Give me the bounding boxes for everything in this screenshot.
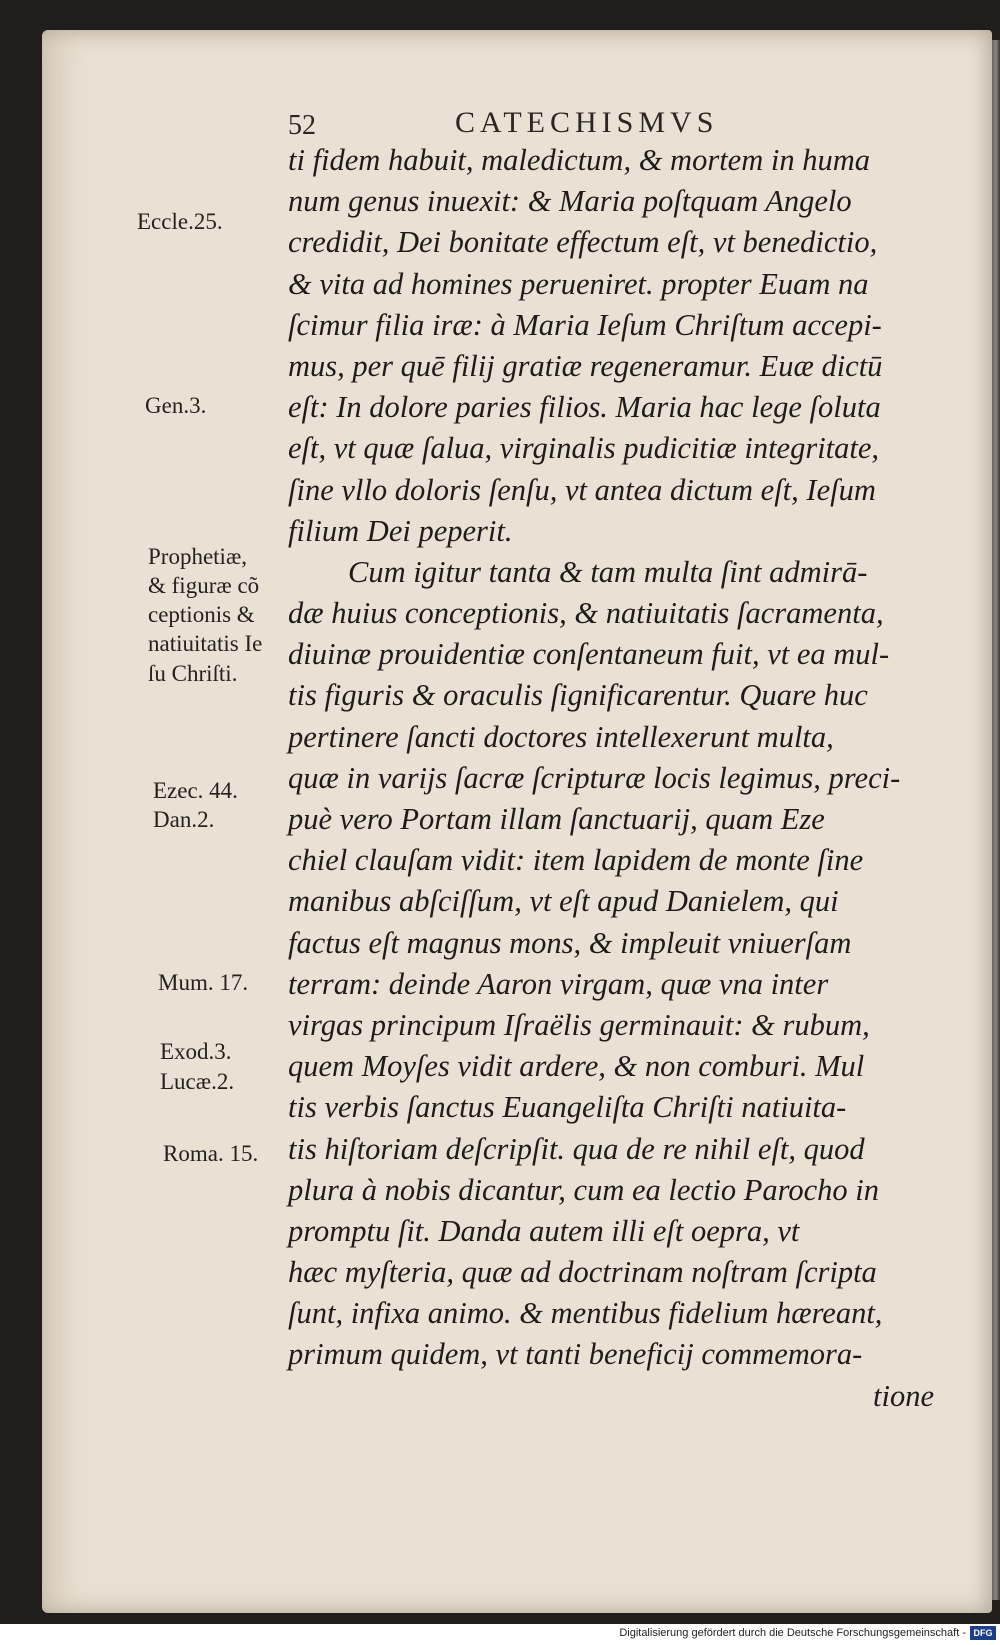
text-line: primum quidem, vt tanti beneficij commemora- xyxy=(288,1337,863,1372)
text-line: Cum igitur tanta & tam multa ſint admirā- xyxy=(348,554,868,589)
text-line: pertinere ſancti doctores intellexerunt multa, xyxy=(288,719,834,754)
text-line: tis hiſtoriam deſcripſit. qua de re nihil eſt, quod xyxy=(288,1131,865,1166)
text-line: chiel clauſam vidit: item lapidem de monte ſine xyxy=(288,843,864,878)
text-line: eſt, vt quæ ſalua, virginalis pudicitiæ integritate, xyxy=(288,431,880,466)
text-line: ti fidem habuit, maledictum, & mortem in huma xyxy=(288,143,870,177)
footer-credit: Digitalisierung gefördert durch die Deutsche Forschungsgemeinschaft - xyxy=(619,1627,966,1639)
dfg-logo-icon: DFG xyxy=(970,1626,996,1640)
text-line: terram: deinde Aaron virgam, quæ vna inter xyxy=(288,966,829,1001)
margin-note: Prophetiæ, xyxy=(148,544,248,569)
margin-note: ceptionis & xyxy=(148,602,255,627)
text-line: factus eſt magnus mons, & impleuit vniuerſam xyxy=(288,925,852,960)
text-line: plura à nobis dicantur, cum ea lectio Parocho in xyxy=(288,1172,880,1207)
margin-note: & figuræ cõ xyxy=(148,573,260,598)
margin-note: Dan.2. xyxy=(153,807,215,832)
margin-note: Ezec. 44. xyxy=(153,778,238,803)
text-line: ſcimur filia iræ: à Maria Ieſum Chriſtum accepi- xyxy=(288,307,882,342)
body-text xyxy=(288,140,978,1417)
margin-note: Exod.3. xyxy=(160,1039,232,1064)
margin-note: natiuitatis Ie xyxy=(148,631,263,656)
text-line: tis verbis ſanctus Euangeliſta Chriſti natiuita- xyxy=(288,1090,847,1125)
text-line: & vita ad homines perueniret. propter Euam na xyxy=(288,266,869,301)
text-line: mus, per quē filij gratiæ regeneramur. Euæ dictū xyxy=(288,348,883,383)
text-line: diuinæ prouidentiæ conſentaneum fuit, vt ea mul- xyxy=(288,637,890,672)
text-line: num genus inuexit: & Maria poſtquam Angelo xyxy=(288,184,852,219)
page-number: 52 xyxy=(288,110,316,141)
text-line: ſunt, infixa animo. & mentibus fidelium hæreant, xyxy=(288,1296,883,1331)
text-line: dæ huius conceptionis, & natiuitatis ſacramenta, xyxy=(288,596,884,631)
text-line: virgas principum Iſraëlis germinauit: & rubum, xyxy=(288,1007,870,1042)
margin-note: Eccle.25. xyxy=(137,209,223,234)
text-line: hæc myſteria, quæ ad doctrinam noſtram ſcripta xyxy=(288,1255,877,1290)
text-line: filium Dei peperit. xyxy=(288,513,513,548)
text-line: eſt: In dolore paries filios. Maria hac lege ſoluta xyxy=(288,390,881,425)
margin-note: Roma. 15. xyxy=(163,1141,259,1166)
margin-note: ſu Chriſti. xyxy=(148,661,238,686)
text-line: promptu ſit. Danda autem illi eſt oepra, vt xyxy=(288,1213,800,1248)
margin-note: Gen.3. xyxy=(145,393,207,418)
text-line: quæ in varijs ſacræ ſcripturæ locis legimus, preci- xyxy=(288,760,901,795)
text-line: ſine vllo doloris ſenſu, vt antea dictum eſt, Ieſum xyxy=(288,472,876,507)
margin-note: Lucæ.2. xyxy=(160,1069,235,1094)
running-title: CATECHISMVS xyxy=(455,106,719,139)
text-line: credidit, Dei bonitate effectum eſt, vt benedictio, xyxy=(288,225,878,260)
margin-note: Mum. 17. xyxy=(158,970,249,995)
text-line: manibus abſciſſum, vt eſt apud Danielem, qui xyxy=(288,884,839,919)
text-line: tione xyxy=(873,1378,934,1413)
text-line: puè vero Portam illam ſanctuarij, quam Eze xyxy=(288,802,825,836)
text-line: tis figuris & oraculis ſignificarentur. Quare huc xyxy=(288,678,868,713)
text-line: quem Moyſes vidit ardere, & non comburi. Mul xyxy=(288,1049,865,1084)
